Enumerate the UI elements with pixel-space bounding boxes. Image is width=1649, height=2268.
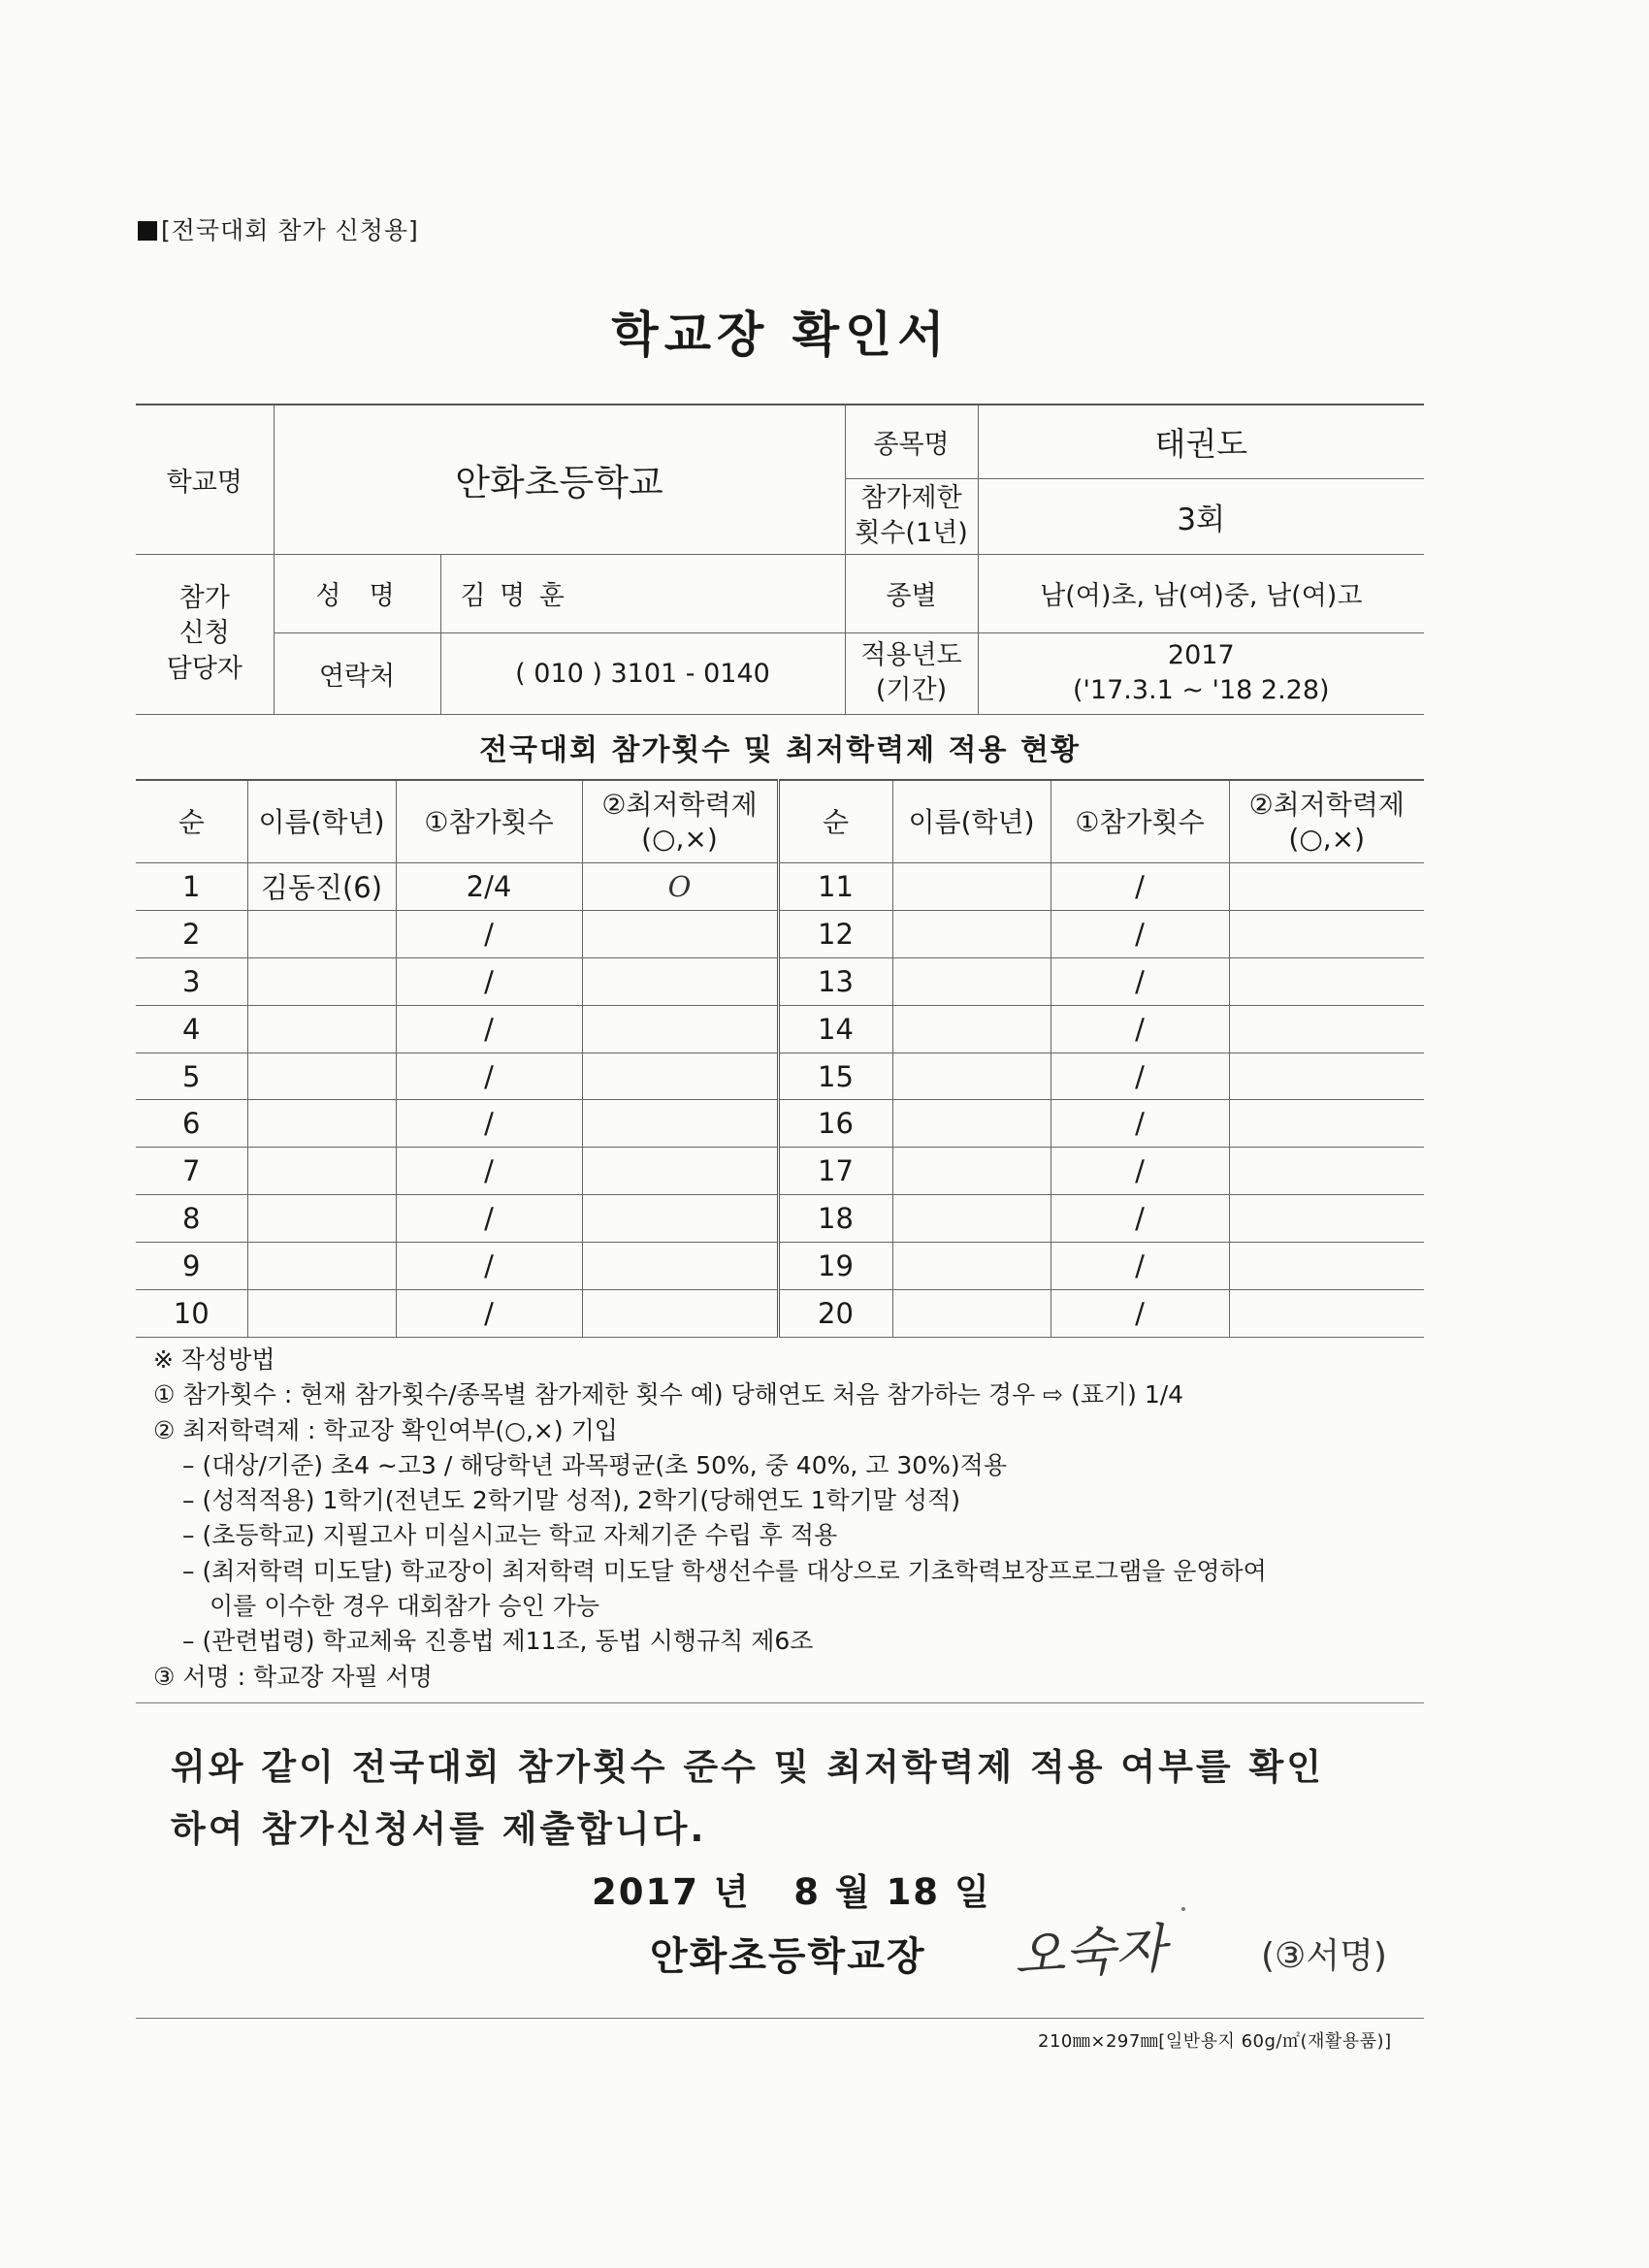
participation-count: /	[1051, 1148, 1229, 1195]
header-count: ①참가횟수	[396, 780, 582, 863]
year-value-line-2: ('17.3.1 ~ '18 2.28)	[1072, 675, 1330, 705]
row-number: 18	[778, 1195, 892, 1243]
student-name	[892, 863, 1051, 911]
min-level-mark	[582, 1290, 778, 1338]
date-month: 8	[793, 1871, 822, 1913]
header-no: 순	[778, 780, 892, 863]
contact-label: 연락처	[274, 632, 440, 714]
student-name	[247, 1195, 396, 1243]
table-row	[136, 1100, 1424, 1148]
min-level-mark	[1229, 1005, 1424, 1053]
header-min-level	[582, 780, 778, 863]
applicant-label-line-2: 신청	[178, 618, 230, 649]
min-level-mark	[582, 1005, 778, 1053]
instruction-item: ① 참가횟수 : 현재 참가횟수/종목별 참가제한 횟수 예) 당해연도 처음 참가하는 경우 ⇨ (표기) 1/4	[153, 1380, 1184, 1409]
min-level-mark	[1229, 1053, 1424, 1100]
min-level-mark	[582, 1100, 778, 1148]
row-number: 10	[136, 1290, 247, 1338]
instruction-subitem: – (성적적용) 1학기(전년도 2학기말 성적), 2학기(당해연도 1학기말 성적)	[182, 1486, 960, 1515]
table-row	[136, 1290, 1424, 1338]
roster-table	[136, 779, 1424, 1338]
header-min-level	[1229, 780, 1424, 863]
statement-line-2: 하여 참가신청서를 제출합니다.	[171, 1808, 707, 1850]
submission-date	[592, 1863, 991, 1915]
category-value: 남(여)초, 남(여)중, 남(여)고	[978, 554, 1424, 632]
signature-mark: (③서명)	[1261, 1936, 1387, 1976]
student-name	[892, 1195, 1051, 1243]
student-name	[247, 1005, 396, 1053]
document-tag-text: [전국대회 참가 신청용]	[161, 216, 419, 244]
min-level-mark	[1229, 1290, 1424, 1338]
participation-count: /	[1051, 1243, 1229, 1290]
instruction-subitem-continued: 이를 이수한 경우 대회참가 승인 가능	[210, 1592, 599, 1621]
participation-count: /	[396, 1195, 582, 1243]
min-level-mark	[1229, 1148, 1424, 1195]
sport-label: 종목명	[845, 405, 978, 478]
participation-count: /	[1051, 1195, 1229, 1243]
table-row	[136, 910, 1424, 957]
row-number: 2	[136, 910, 247, 957]
header-no: 순	[136, 780, 247, 863]
limit-value: 3회	[978, 478, 1424, 554]
principal-signature: 오숙자	[1012, 1917, 1168, 1988]
date-year-unit: 년	[713, 1871, 751, 1913]
min-level-mark	[1229, 1100, 1424, 1148]
min-level-mark	[582, 957, 778, 1005]
date-day-unit: 일	[954, 1871, 991, 1913]
row-number: 5	[136, 1053, 247, 1100]
student-name	[892, 1243, 1051, 1290]
year-label-line-1: 적용년도	[860, 639, 962, 670]
limit-label-line-2: 횟수(1년)	[855, 518, 968, 548]
instruction-subitem: – (대상/기준) 초4 ~고3 / 해당학년 과목평균(초 50%, 중 40%, 고 30%)적용	[182, 1450, 1007, 1479]
table-row	[136, 863, 1424, 911]
year-label-line-2: (기간)	[875, 675, 948, 705]
date-day: 18	[886, 1871, 941, 1913]
name-value: 김 명 훈	[440, 554, 845, 632]
student-name	[892, 1100, 1051, 1148]
participation-count: 2/4	[396, 863, 582, 911]
instructions-heading: ※ 작성방법	[153, 1345, 275, 1374]
header-min-level-line-2: (○,×)	[1288, 823, 1366, 855]
student-name: 김동진(6)	[247, 863, 396, 911]
row-number: 20	[778, 1290, 892, 1338]
student-name	[247, 1053, 396, 1100]
instruction-item: ② 최저학력제 : 학교장 확인여부(○,×) 기입	[153, 1415, 618, 1444]
year-value-line-1: 2017	[1167, 639, 1235, 670]
participation-count: /	[396, 957, 582, 1005]
category-label: 종별	[845, 554, 978, 632]
min-level-mark	[1229, 910, 1424, 957]
row-number: 13	[778, 957, 892, 1005]
table-row	[136, 1148, 1424, 1195]
instruction-subitem: – (최저학력 미도달) 학교장이 최저학력 미도달 학생선수를 대상으로 기초학력보장프로그램을 운영하여	[182, 1556, 1267, 1585]
participation-count: /	[1051, 1005, 1229, 1053]
student-name	[892, 1148, 1051, 1195]
participation-count: /	[1051, 1053, 1229, 1100]
contact-value: ( 010 ) 3101 - 0140	[440, 632, 845, 714]
applicant-label	[136, 554, 274, 714]
row-number: 6	[136, 1100, 247, 1148]
student-name	[247, 1148, 396, 1195]
document-title: 학교장 확인서	[611, 307, 951, 363]
participation-count: /	[1051, 1100, 1229, 1148]
min-level-mark	[1229, 863, 1424, 911]
participation-count: /	[396, 910, 582, 957]
header-min-level-line-2: (○,×)	[641, 823, 718, 855]
school-name-value: 안화초등학교	[274, 405, 845, 554]
header-name: 이름(학년)	[247, 780, 396, 863]
participation-count: /	[1051, 957, 1229, 1005]
min-level-mark	[1229, 1243, 1424, 1290]
confirmation-statement	[171, 1736, 1432, 1861]
row-number: 3	[136, 957, 247, 1005]
participation-count: /	[396, 1005, 582, 1053]
row-number: 15	[778, 1053, 892, 1100]
min-level-mark	[582, 1148, 778, 1195]
limit-label	[845, 478, 978, 554]
min-level-mark	[582, 1243, 778, 1290]
row-number: 19	[778, 1243, 892, 1290]
applicant-label-line-1: 참가	[178, 582, 230, 613]
student-name	[892, 1290, 1051, 1338]
roster-title: 전국대회 참가횟수 및 최저학력제 적용 현황	[479, 733, 1081, 767]
student-name	[892, 1053, 1051, 1100]
black-square-icon	[138, 221, 157, 241]
limit-label-line-1: 참가제한	[860, 482, 962, 513]
table-row	[136, 1053, 1424, 1100]
min-level-mark	[1229, 1195, 1424, 1243]
instruction-subitem: – (초등학교) 지필고사 미실시교는 학교 자체기준 수립 후 적용	[182, 1521, 838, 1550]
row-number: 17	[778, 1148, 892, 1195]
table-row	[136, 1195, 1424, 1243]
statement-line-1: 위와 같이 전국대회 참가횟수 준수 및 최저학력제 적용 여부를 확인	[171, 1746, 1324, 1788]
row-number: 9	[136, 1243, 247, 1290]
table-row	[136, 957, 1424, 1005]
year-value	[978, 632, 1424, 714]
row-number: 11	[778, 863, 892, 911]
header-count: ①참가횟수	[1051, 780, 1229, 863]
participation-count: /	[396, 1100, 582, 1148]
principal-title: 안화초등학교장	[650, 1934, 926, 1979]
participation-count: /	[396, 1290, 582, 1338]
min-level-mark	[582, 1053, 778, 1100]
student-name	[247, 910, 396, 957]
row-number: 14	[778, 1005, 892, 1053]
participation-count: /	[396, 1148, 582, 1195]
row-number: 1	[136, 863, 247, 911]
row-number: 4	[136, 1005, 247, 1053]
header-min-level-line-1: ②최저학력제	[601, 789, 758, 821]
name-label: 성 명	[274, 554, 440, 632]
paper-spec: 210㎜×297㎜[일반용지 60g/㎡(재활용품)]	[1038, 2031, 1392, 2052]
header-name: 이름(학년)	[892, 780, 1051, 863]
date-month-unit: 월	[834, 1871, 872, 1913]
student-name	[247, 1100, 396, 1148]
student-name	[247, 957, 396, 1005]
instruction-item: ③ 서명 : 학교장 자필 서명	[153, 1662, 433, 1691]
document-tag	[138, 211, 419, 246]
min-level-mark	[1229, 957, 1424, 1005]
participation-count: /	[1051, 1290, 1229, 1338]
min-level-mark: O	[582, 863, 778, 911]
participation-count: /	[396, 1243, 582, 1290]
school-info-table	[136, 404, 1424, 715]
year-label	[845, 632, 978, 714]
table-row	[136, 1005, 1424, 1053]
school-name-label: 학교명	[136, 405, 274, 554]
scan-speck	[1181, 1907, 1185, 1911]
footer-divider	[136, 2018, 1424, 2019]
student-name	[892, 957, 1051, 1005]
table-row	[136, 1243, 1424, 1290]
sport-value: 태권도	[978, 405, 1424, 478]
row-number: 8	[136, 1195, 247, 1243]
applicant-label-line-3: 담당자	[166, 653, 242, 684]
min-level-mark	[582, 910, 778, 957]
student-name	[892, 910, 1051, 957]
participation-count: /	[1051, 863, 1229, 911]
row-number: 16	[778, 1100, 892, 1148]
row-number: 7	[136, 1148, 247, 1195]
row-number: 12	[778, 910, 892, 957]
participation-count: /	[1051, 910, 1229, 957]
date-year: 2017	[592, 1871, 699, 1913]
student-name	[892, 1005, 1051, 1053]
instructions	[153, 1343, 1434, 1695]
instruction-subitem: – (관련법령) 학교체육 진흥법 제11조, 동법 시행규칙 제6조	[182, 1627, 814, 1656]
min-level-mark	[582, 1195, 778, 1243]
section-divider	[136, 1702, 1424, 1703]
student-name	[247, 1243, 396, 1290]
student-name	[247, 1290, 396, 1338]
participation-count: /	[396, 1053, 582, 1100]
header-min-level-line-1: ②최저학력제	[1248, 789, 1405, 821]
